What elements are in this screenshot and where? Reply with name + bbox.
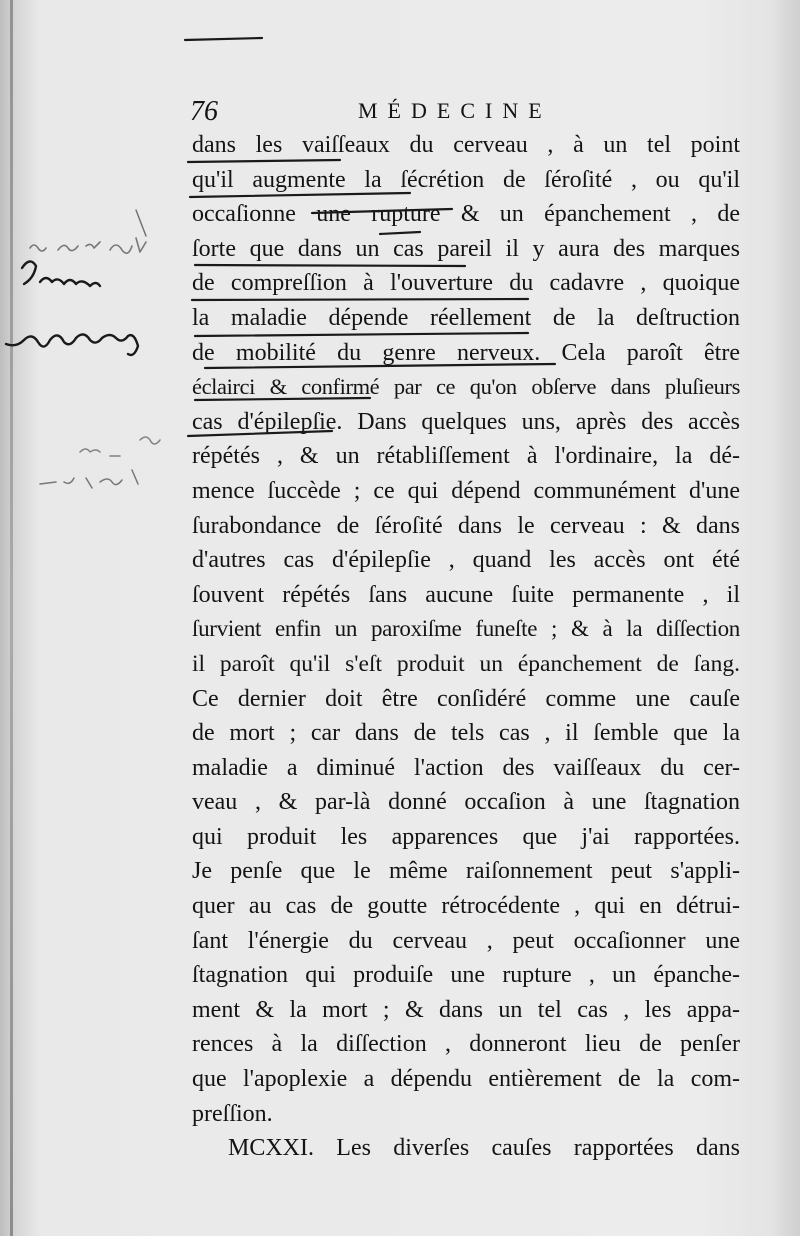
text-line: dans les vaiſſeaux du cerveau , à un tel point xyxy=(192,132,740,158)
running-title: MÉDECINE xyxy=(358,98,552,123)
text-line: MCXXI. Les diverſes cauſes rapportées dans xyxy=(228,1135,740,1162)
text-line: de mobilité du genre nerveux. Cela paroît être xyxy=(192,339,740,366)
text-line: ſurabondance de ſéroſité dans le cerveau : & dans xyxy=(192,512,740,539)
text-line: répétés , & un rétabliſſement à l'ordinaire, la dé- xyxy=(192,443,740,470)
text-line: que l'apoplexie a dépendu entièrement de la com- xyxy=(192,1066,740,1093)
scribble-stroke xyxy=(6,334,138,355)
text-line: ſouvent répétés ſans aucune ſuite permanente , il xyxy=(192,581,740,608)
text-line: preſſion. xyxy=(192,1100,273,1127)
text-line: maladie a diminué l'action des vaiſſeaux du cer- xyxy=(192,754,740,781)
text-line: il paroît qu'il s'eſt produit un épanchement de ſang. xyxy=(192,650,740,677)
scribble-stroke xyxy=(30,238,146,253)
text-line: d'autres cas d'épilepſie , quand les accès ont été xyxy=(192,547,740,574)
text-line: Ce dernier doit être conſidéré comme une cauſe xyxy=(192,685,740,712)
underline-stroke xyxy=(185,38,262,40)
margin-tick xyxy=(136,210,146,236)
text-line: occaſionne une rupture & un épanchement , de xyxy=(192,201,740,228)
text-line: éclairci & confirmé par ce qu'on obſerve dans pluſieurs xyxy=(192,374,740,400)
text-line: qui produit les apparences que j'ai rapportées. xyxy=(192,823,740,850)
text-line: ſorte que dans un cas pareil il y aura des marques xyxy=(192,235,740,262)
text-line: qu'il augmente la ſécrétion de ſéroſité , ou qu'il xyxy=(192,166,740,193)
text-line: ment & la mort ; & dans un tel cas , les appa- xyxy=(192,996,740,1023)
scribble-stroke xyxy=(40,470,138,488)
show-through-text xyxy=(600,1095,800,1155)
binding-gutter xyxy=(10,0,13,1236)
text-line: rences à la diſſection , donneront lieu de penſer xyxy=(192,1031,740,1058)
scribble-stroke xyxy=(22,261,100,286)
text-line: veau , & par-là donné occaſion à une ſtagnation xyxy=(192,789,740,816)
text-line: cas d'épilepſie. Dans quelques uns, après des accès xyxy=(192,408,740,435)
text-line: ſtagnation qui produiſe une rupture , un épanche- xyxy=(192,962,740,989)
text-line: la maladie dépende réellement de la deſtruction xyxy=(192,304,740,331)
text-line: mence ſuccède ; ce qui dépend communément d'une xyxy=(192,477,740,504)
body-text xyxy=(192,128,740,1166)
text-line: ſant l'énergie du cerveau , peut occaſionner une xyxy=(192,927,740,954)
text-line: de mort ; car dans de tels cas , il ſemble que la xyxy=(192,720,740,747)
text-line: quer au cas de goutte rétrocédente , qui en détrui- xyxy=(192,893,740,920)
text-line: de compreſſion à l'ouverture du cadavre , quoique xyxy=(192,270,740,297)
margin-handwriting xyxy=(0,0,190,1236)
scribble-stroke xyxy=(80,437,160,456)
page-number: 76 xyxy=(190,96,218,127)
text-line: ſurvient enfin un paroxiſme funeſte ; & à la diſſection xyxy=(192,616,740,642)
text-line: Je penſe que le même raiſonnement peut s'appli- xyxy=(192,858,740,885)
